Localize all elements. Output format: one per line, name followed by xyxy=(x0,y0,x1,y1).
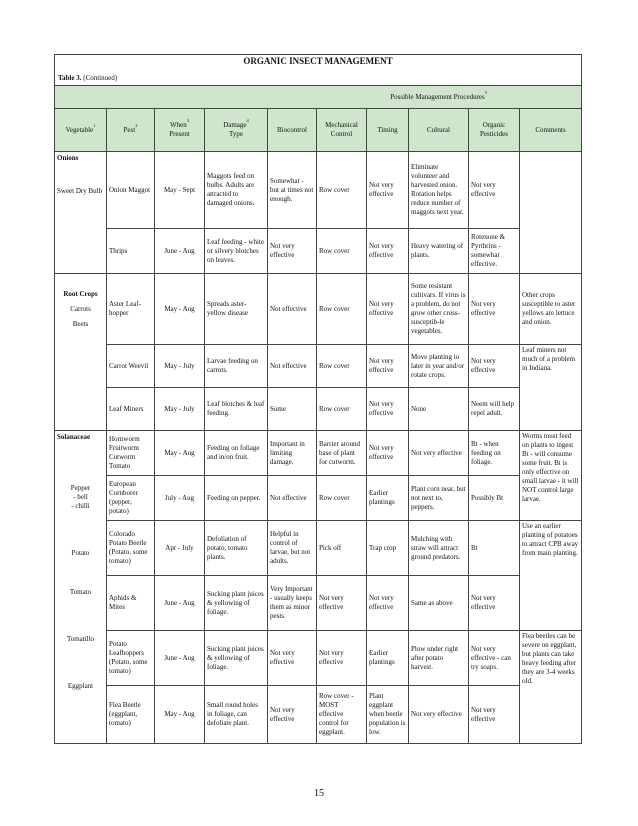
mechanical-cell: Row cover xyxy=(317,388,367,431)
biocontrol-cell: Not effective xyxy=(268,345,317,388)
pest-cell: Flea Beetle (eggplant, tomato) xyxy=(107,686,155,744)
organic-cell: Bt xyxy=(469,521,520,576)
table-row xyxy=(55,431,582,476)
organic-cell: Possibly Bt xyxy=(469,476,520,521)
organic-cell: Not very effective xyxy=(469,274,520,345)
header-vegetable: Vegetable$^1$ xyxy=(55,109,107,152)
header-cultural: Cultural xyxy=(409,109,469,152)
table-row xyxy=(55,576,582,631)
when-cell: June - Aug xyxy=(155,229,205,274)
when-cell: May - July xyxy=(155,345,205,388)
table-row xyxy=(55,476,582,521)
cultural-cell: Plant corn near, but not next to, peppers. xyxy=(409,476,469,521)
header-pest: Pest$^2$ xyxy=(107,109,155,152)
pest-cell: Aster Leaf-hopper xyxy=(107,274,155,345)
mechanical-cell: Row cover - MOST effective control for eggplant. xyxy=(317,686,367,744)
group-header: Possible Management Procedures$^5$ xyxy=(55,86,582,109)
cultural-cell: Not very effective xyxy=(409,686,469,744)
damage-cell: Maggots feed on bulbs. Adults are attracted to damaged onions. xyxy=(205,152,268,229)
mechanical-cell: Row cover xyxy=(317,229,367,274)
timing-cell: Not very effective xyxy=(367,152,409,229)
biocontrol-cell: Somewhat - but at times not enough. xyxy=(268,152,317,229)
timing-cell: Earlier plantings xyxy=(367,476,409,521)
comment-cell: Worms must feed on plants to ingest Bt - will consume some fruit. Bt is only effective on small larvae - it will NOT control large larvae. xyxy=(520,431,582,521)
vegetable-root-crops: Root Crops Carrots Beets xyxy=(55,274,107,431)
vegetable-solanaceae: Solanaceae Pepper - bell - chilli Potato Tomato Tomatillo Eggplant xyxy=(55,431,107,744)
biocontrol-cell: Not very effective xyxy=(268,229,317,274)
mechanical-cell: Row cover xyxy=(317,345,367,388)
cultural-cell: Not very effective xyxy=(409,431,469,476)
biocontrol-cell: Not effective xyxy=(268,476,317,521)
pest-cell: Thrips xyxy=(107,229,155,274)
comment-cell: Use an earlier planting of potatoes to attract CPB away from main planting. xyxy=(520,521,582,631)
table-label xyxy=(58,74,117,83)
table-row xyxy=(55,631,582,686)
damage-cell: Feeding on foliage and in/on fruit. xyxy=(205,431,268,476)
mechanical-cell: Row cover xyxy=(317,476,367,521)
table-row xyxy=(55,388,582,431)
organic-cell: Not very effective - can try soaps. xyxy=(469,631,520,686)
pest-cell: Colorado Potato Beetle (Potato, some tomato) xyxy=(107,521,155,576)
cultural-cell: Heavy watering of plants. xyxy=(409,229,469,274)
table-row xyxy=(55,152,582,229)
cultural-cell: Mulching with straw will attract ground predators. xyxy=(409,521,469,576)
biocontrol-cell: Not very effective xyxy=(268,631,317,686)
header-organic-pesticides: Organic Pesticides xyxy=(469,109,520,152)
header-biocontrol: Biocontrol xyxy=(268,109,317,152)
header-when-present: When$^3$ Present xyxy=(155,109,205,152)
damage-cell: Spreads aster-yellow disease xyxy=(205,274,268,345)
organic-cell: Not very effective xyxy=(469,576,520,631)
organic-cell: Neem will help repel adult. xyxy=(469,388,520,431)
doc-title: ORGANIC INSECT MANAGEMENT xyxy=(243,56,393,66)
table-row xyxy=(55,686,582,744)
comment-cell xyxy=(520,152,582,274)
cultural-cell: Eliminate volunteer and harvested onion. Rotation helps reduce number of maggots next year. xyxy=(409,152,469,229)
comment-cell: Flea beetles can be severe on eggplant, but plants can take heavy feeding after they are 3-4 weeks old. xyxy=(520,631,582,744)
timing-cell: Plant eggplant when beetle population is low. xyxy=(367,686,409,744)
mechanical-cell: Barrier around base of plant for cutworm. xyxy=(317,431,367,476)
timing-cell: Not very effective xyxy=(367,345,409,388)
cultural-cell: Same as above xyxy=(409,576,469,631)
mechanical-cell: Not very effective xyxy=(317,576,367,631)
comment-cell: Leaf miners not much of a problem in Indiana. xyxy=(520,345,582,431)
damage-cell: Sucking plant juices & yellowing of foliage. xyxy=(205,631,268,686)
organic-cell: Not very effective xyxy=(469,345,520,388)
organic-cell: Not very effective xyxy=(469,686,520,744)
biocontrol-cell: Some xyxy=(268,388,317,431)
pest-cell: Carrot Weevil xyxy=(107,345,155,388)
when-cell: June - Aug xyxy=(155,631,205,686)
timing-cell: Not very effective xyxy=(367,576,409,631)
when-cell: May - July xyxy=(155,388,205,431)
damage-cell: Sucking plant juices & yellowing of foliage. xyxy=(205,576,268,631)
cultural-cell: None xyxy=(409,388,469,431)
cultural-cell: Plow under right after potato harvest. xyxy=(409,631,469,686)
table-continued: (Continued) xyxy=(83,74,118,82)
table-row xyxy=(55,274,582,345)
when-cell: May - Aug xyxy=(155,686,205,744)
damage-cell: Leaf feeding - white or silvery blotches on leaves. xyxy=(205,229,268,274)
header-comments: Comments xyxy=(520,109,582,152)
header-mechanical-control: Mechanical Control xyxy=(317,109,367,152)
table-row xyxy=(55,345,582,388)
insect-management-table xyxy=(54,54,582,744)
cultural-cell: Some resistant cultivars. If virus is a problem, do not grow other cross-susceptib-le vegetables. xyxy=(409,274,469,345)
column-header-row xyxy=(55,109,582,152)
damage-cell: Leaf blotches & leaf feeding. xyxy=(205,388,268,431)
damage-cell: Larvae feeding on carrots. xyxy=(205,345,268,388)
when-cell: Apr - July xyxy=(155,521,205,576)
timing-cell: Not very effective xyxy=(367,274,409,345)
pest-cell: European Cornborer (pepper, potato) xyxy=(107,476,155,521)
when-cell: June - Aug xyxy=(155,576,205,631)
when-cell: July - Aug xyxy=(155,476,205,521)
table-row xyxy=(55,229,582,274)
table-row xyxy=(55,521,582,576)
timing-cell: Trap crop xyxy=(367,521,409,576)
timing-cell: Not very effective xyxy=(367,229,409,274)
header-timing: Timing xyxy=(367,109,409,152)
page-number: 15 xyxy=(314,788,324,799)
header-damage-type: Damage$^4$ Type xyxy=(205,109,268,152)
timing-cell: Not very effective xyxy=(367,388,409,431)
organic-cell: Not very effective xyxy=(469,152,520,229)
table-title-cell xyxy=(55,55,582,86)
pest-cell: Aphids & Mites xyxy=(107,576,155,631)
organic-cell: Bt - when feeding on foliage. xyxy=(469,431,520,476)
mechanical-cell: Not very effective xyxy=(317,631,367,686)
mechanical-cell: Pick off xyxy=(317,521,367,576)
document-page xyxy=(54,54,581,744)
pest-cell: Leaf Miners xyxy=(107,388,155,431)
vegetable-onions: Onions Sweet Dry Bulb xyxy=(55,152,107,274)
when-cell: May - Aug xyxy=(155,431,205,476)
timing-cell: Not very effective xyxy=(367,431,409,476)
biocontrol-cell: Not effective xyxy=(268,274,317,345)
organic-cell: Rotenone & Pyrthrins - somewhat effective. xyxy=(469,229,520,274)
biocontrol-cell: Not very effective xyxy=(268,686,317,744)
mechanical-cell: Row cover xyxy=(317,274,367,345)
table-number: Table 3. xyxy=(58,74,82,82)
when-cell: May - Aug xyxy=(155,274,205,345)
comment-cell: Other crops susceptible to aster yellows are lettuce and onion. xyxy=(520,274,582,345)
pest-cell: Onion Maggot xyxy=(107,152,155,229)
damage-cell: Small round holes in foliage, can defoliate plant. xyxy=(205,686,268,744)
mechanical-cell: Row cover xyxy=(317,152,367,229)
when-cell: May - Sept xyxy=(155,152,205,229)
timing-cell: Earlier plantings xyxy=(367,631,409,686)
damage-cell: Feeding on pepper. xyxy=(205,476,268,521)
biocontrol-cell: Important in limiting damage. xyxy=(268,431,317,476)
pest-cell: Potato Leafhoppers (Potato, some tomato) xyxy=(107,631,155,686)
cultural-cell: Move planting to later in year and/or rotate crops. xyxy=(409,345,469,388)
damage-cell: Defoliation of potato, tomato plants. xyxy=(205,521,268,576)
biocontrol-cell: Very Important - usually keeps them as minor pests. xyxy=(268,576,317,631)
biocontrol-cell: Helpful in control of larvae, but not adults. xyxy=(268,521,317,576)
pest-cell: Hornworm Fruitworm Cutworm Tomato xyxy=(107,431,155,476)
